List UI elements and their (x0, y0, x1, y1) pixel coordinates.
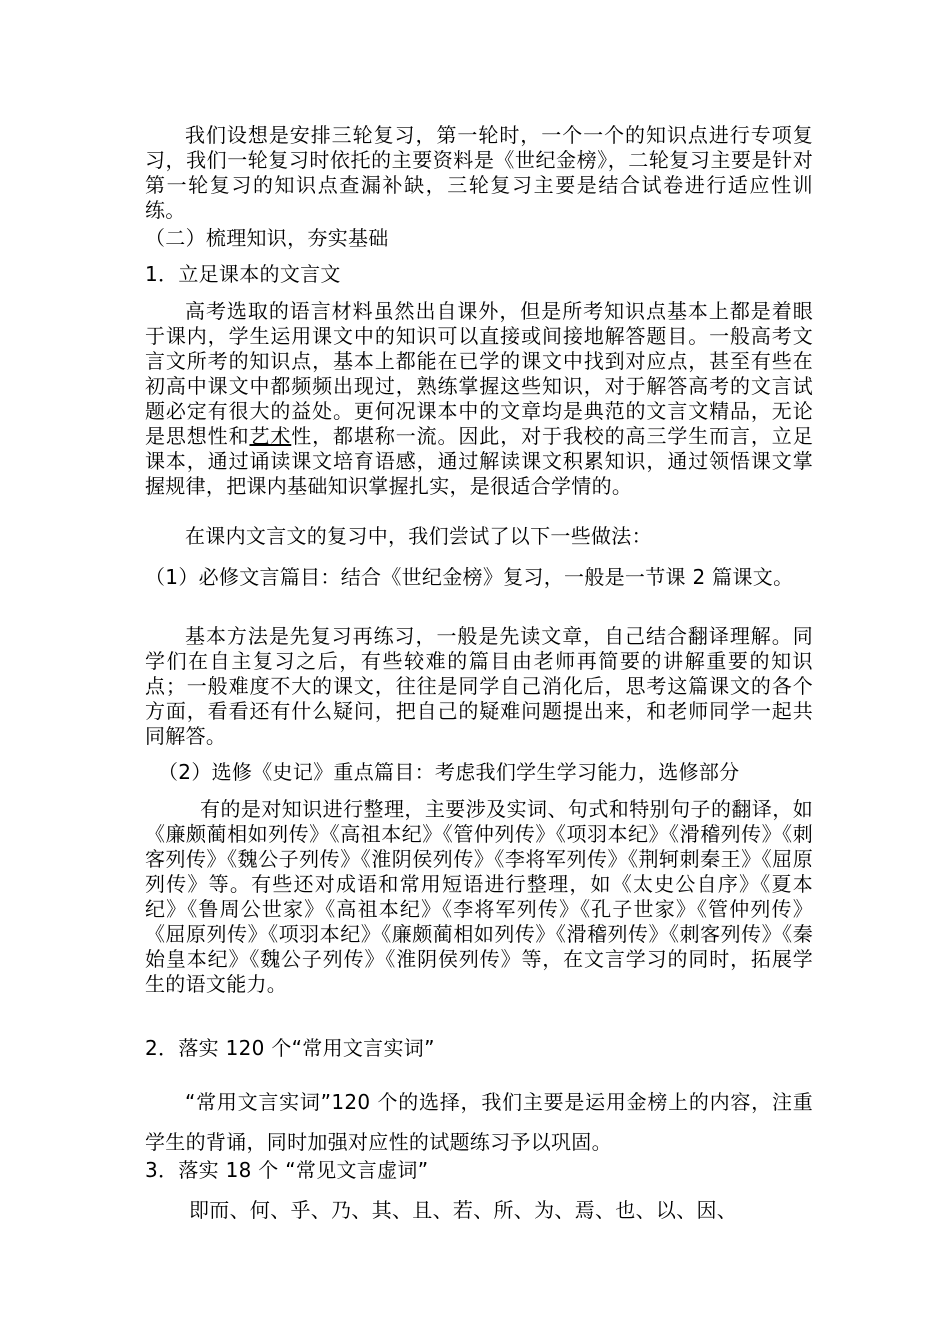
sub-item-2: （2）选修《史记》重点篇目：考虑我们学生学习能力，选修部分 (158, 760, 740, 784)
subheading-1: 1．立足课本的文言文 (145, 262, 341, 286)
paragraph-1a-text-after: 性，都堪称一流。因此，对于我校的高三学生而言，立足课本，通过诵读课文培育语感，通过解读课文积累知识，通过领悟课文掌握规律，把课内基础知识掌握扎实，是很适合学情的。 (145, 424, 814, 498)
paragraph-1b: 在课内文言文的复习中，我们尝试了以下一些做法： (185, 524, 652, 548)
intro-paragraph: 我们设想是安排三轮复习，第一轮时，一个一个的知识点进行专项复习，我们一轮复习时依托的主要资料是《世纪金榜》，二轮复习主要是针对第一轮复习的知识点查漏补缺，三轮复习主要是结合试卷进行适应性训练。 (145, 123, 813, 222)
paragraph-3: 即而、何、乎、乃、其、且、若、所、为、焉、也、以、因、 (189, 1198, 738, 1222)
paragraph-1a-text-before: 高考选取的语言材料虽然出自课外，但是所考知识点基本上都是着眼于课内，学生运用课文中的知识可以直接或间接地解答题目。一般高考文言文所考的知识点，基本上都能在已学的课文中找到对应点，甚至有些在初高中课文中都频频出现过，熟练掌握这些知识，对于解答高考的文言试题必定有很大的益处。更何况课本中的文章均是典范的文言文精品，无论是思想性和 (145, 299, 813, 448)
paragraph-sub2: 有的是对知识进行整理，主要涉及实词、句式和特别句子的翻译，如《廉颇蔺相如列传》《高祖本纪》《管仲列传》《项羽本纪》《滑稽列传》《刺客列传》《魏公子列传》《淮阴侯列传》《李将军列传》《荆轲刺秦王》《屈原列传》等。有些还对成语和常用短语进行整理，如《太史公自序》《夏本纪》《鲁周公世家》《高祖本纪》《李将军列传》《孔子世家》《管仲列传》《屈原列传》《项羽本纪》《廉颇蔺相如列传》《滑稽列传》《刺客列传》《秦始皇本纪》《魏公子列传》《淮阴侯列传》等，在文言学习的同时，拓展学生的语文能力。 (145, 797, 813, 996)
art-link[interactable]: 艺术 (249, 424, 292, 448)
subheading-3: 3．落实 18 个 “常见文言虚词” (145, 1158, 429, 1182)
subheading-2: 2．落实 120 个“常用文言实词” (145, 1036, 435, 1060)
paragraph-sub1: 基本方法是先复习再练习，一般是先读文章，自己结合翻译理解。同学们在自主复习之后，有些较难的篇目由老师再简要的讲解重要的知识点；一般难度不大的课文，往往是同学自己消化后，思考这篇课文的各个方面，看看还有什么疑问，把自己的疑难问题提出来，和老师同学一起共同解答。 (145, 624, 813, 748)
paragraph-1a (145, 299, 813, 499)
sub-item-1: （1）必修文言篇目：结合《世纪金榜》复习，一般是一节课 2 篇课文。 (145, 565, 794, 589)
paragraph-2: “常用文言实词”120 个的选择，我们主要是运用金榜上的内容，注重学生的背诵，同时加强对应性的试题练习予以巩固。 (145, 1090, 813, 1154)
section-heading: （二）梳理知识，夯实基础 (145, 226, 389, 250)
